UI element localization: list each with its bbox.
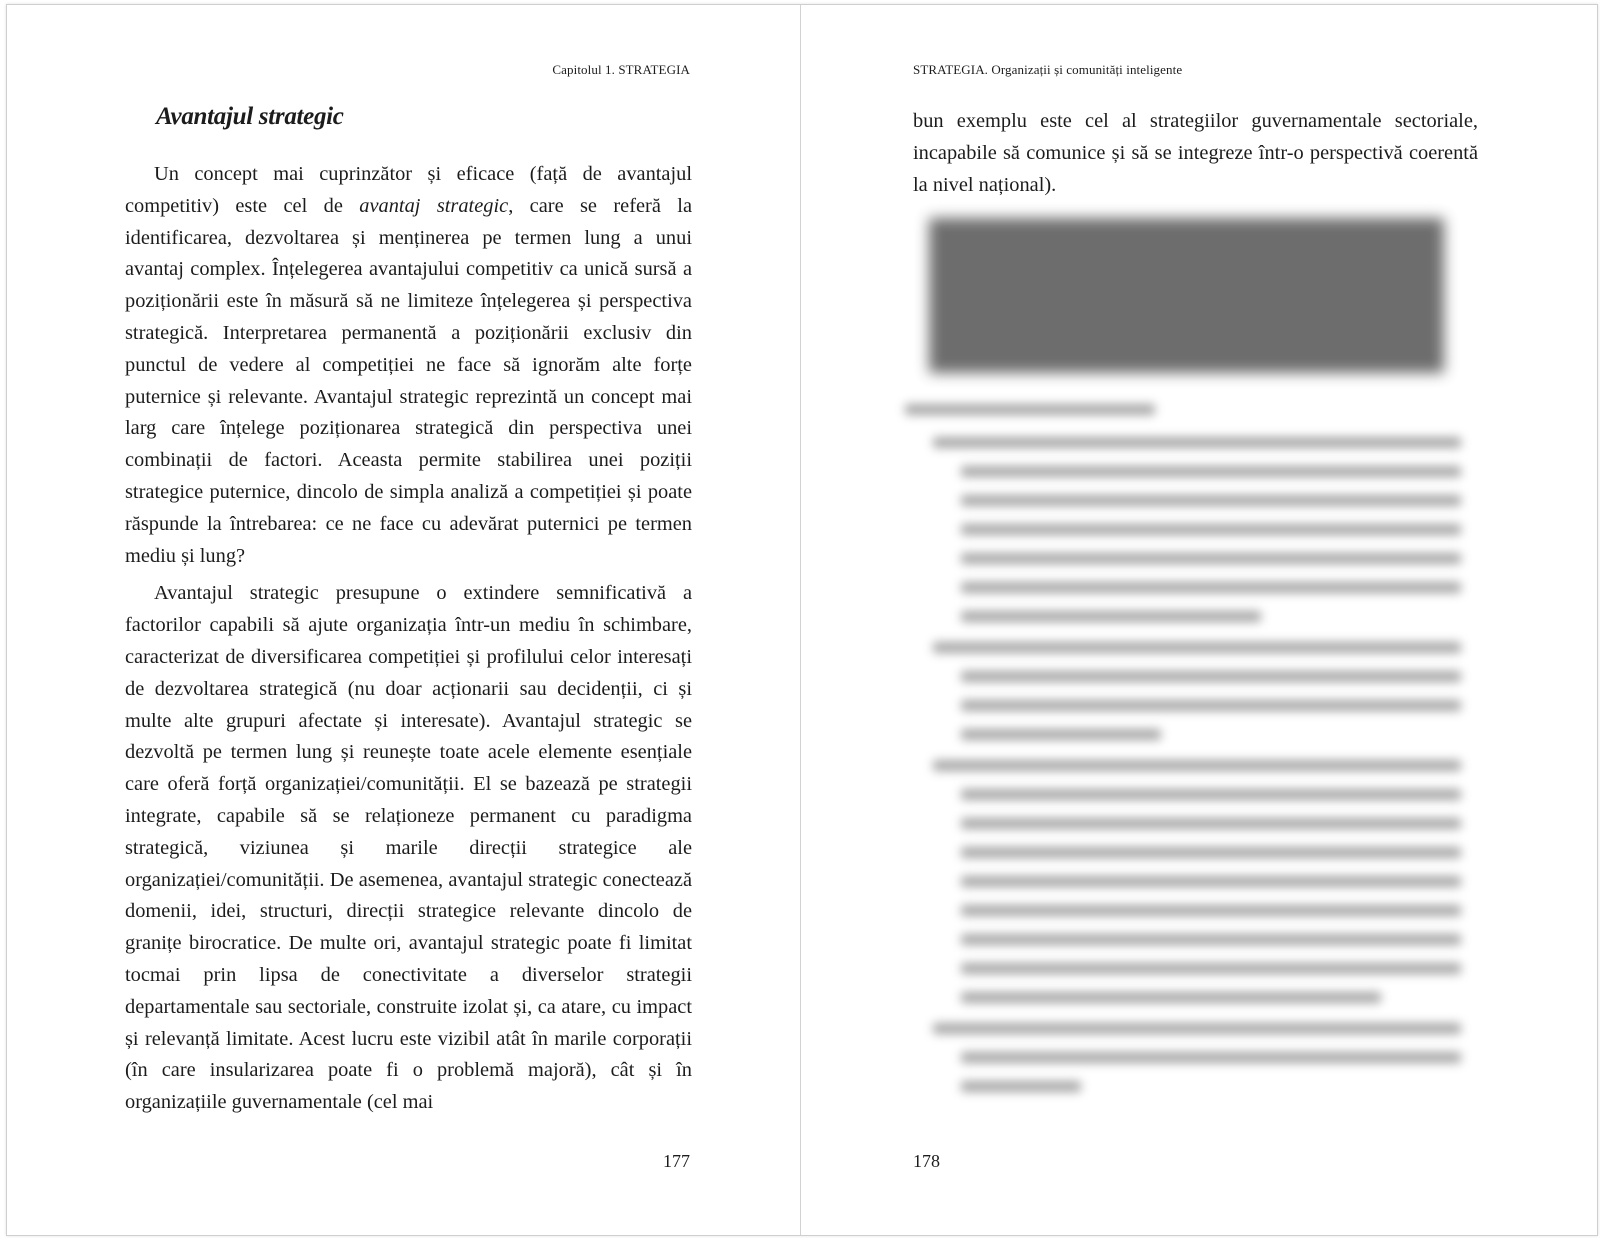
running-head-left: Capitolul 1. STRATEGIA: [552, 62, 690, 77]
right-body-text: [913, 106, 1478, 201]
section-heading: Avantajul strategic: [156, 103, 344, 130]
italic-term: avantaj strategic: [359, 194, 509, 217]
left-page: [7, 5, 801, 1235]
book-spread: [6, 4, 1598, 1236]
page-number-left: 177: [663, 1151, 690, 1171]
paragraph: bun exemplu este cel al strategiilor guvernamentale sectoriale, incapabile să comunice și să se integreze într-o perspectivă coerentă la nivel național).: [913, 110, 1478, 196]
left-body-text: [125, 159, 692, 1119]
running-head-right: STRATEGIA. Organizații și comunități inteligente: [913, 62, 1183, 77]
paragraph: Un concept mai cuprinzător și eficace (față de avantajul competitiv) este cel de avantaj strategic, care se referă la identificarea, dezvoltarea și menținerea pe termen lung a unui avantaj complex. Înțelegerea avantajului competitiv ca unică sursă a poziționării este în măsură să ne limiteze înțelegerea și perspectiva strategică. Interpretarea permanentă a poziționării exclusiv din punctul de vedere al competiției ne face să ignorăm alte forțe puternice și relevante. Avantajul strategic reprezintă un concept mai larg care înțelege poziționarea strategică din perspectiva unei combinații de factori. Aceasta permite stabilirea unei poziții strategice puternice, dincolo de simpla analiză a competiției și poate răspunde la întrebarea: ce ne face cu adevărat puternici pe termen mediu și lung?: [125, 163, 692, 567]
page-number-right: 178: [913, 1151, 940, 1171]
right-page: [801, 5, 1597, 1235]
paragraph: Avantajul strategic presupune o extindere semnificativă a factorilor capabili să ajute organizația într-un mediu în schimbare, caracterizat de diversificarea competiției și profilului celor interesați de dezvoltarea strategică (nu doar acționarii sau decidenții, ci și multe alte grupuri afectate și interesate). Avantajul strategic se dezvoltă pe termen lung și reunește toate acele elemente esențiale care oferă forță organizației/comunității. El se bazează pe strategii integrate, capabile să se relaționeze permanent cu paradigma strategică, viziunea și marile direcții strategice ale organizației/comunității. De asemenea, avantajul strategic conectează domenii, idei, structuri, direcții strategice relevante dincolo de granițe birocratice. De multe ori, avantajul strategic poate fi limitat tocmai prin lipsa de conectivitate a diverselor strategii departamentale sau sectoriale, construite izolat și, ca atare, cu impact și relevanță limitate. Acest lucru este vizibil atât în marile corporații (în care insularizarea poate fi o problemă majoră), cât și în organizațiile guvernamentale (cel mai: [125, 582, 692, 1114]
